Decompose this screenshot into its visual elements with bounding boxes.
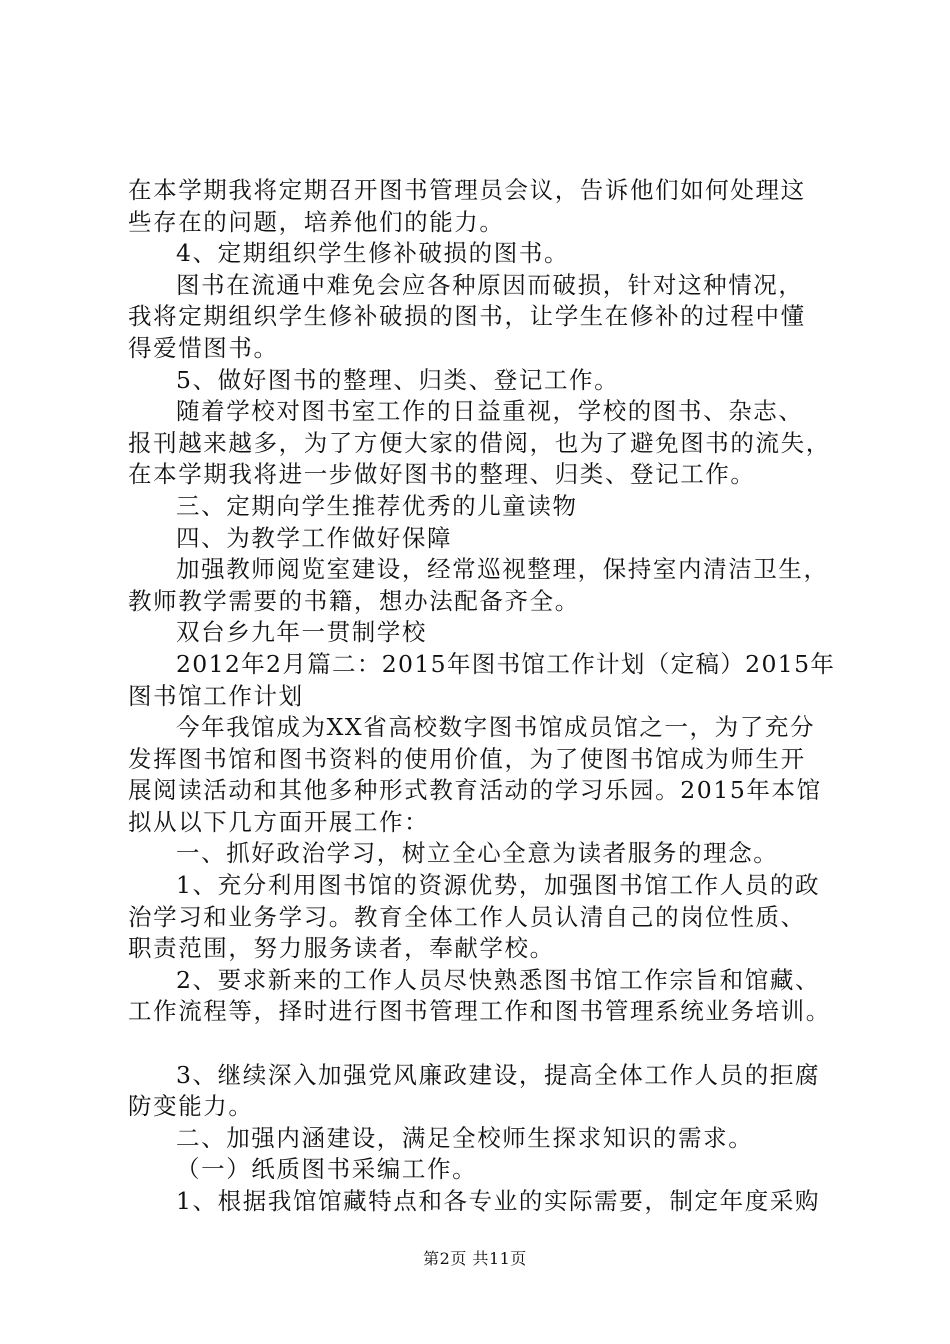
text-line: 4、定期组织学生修补破损的图书。 <box>176 239 570 268</box>
text-line: 在本学期我将进一步做好图书的整理、归类、登记工作。 <box>128 460 756 489</box>
text-line: 治学习和业务学习。教育全体工作人员认清自己的岗位性质、 <box>128 902 806 931</box>
document-body <box>128 175 840 1218</box>
text-line: 5、做好图书的整理、归类、登记工作。 <box>176 365 620 394</box>
text-line: 双台乡九年一贯制学校 <box>176 618 427 647</box>
text-line: 工作流程等，择时进行图书管理工作和图书管理系统业务培训。 <box>128 997 831 1026</box>
text-line: 拟从以下几方面开展工作： <box>128 807 430 836</box>
text-line: 发挥图书馆和图书资料的使用价值，为了使图书馆成为师生开 <box>128 744 806 773</box>
text-line: 在本学期我将定期召开图书管理员会议，告诉他们如何处理这 <box>128 176 806 204</box>
text-line: 图书馆工作计划 <box>128 681 304 710</box>
text-line: 一、抓好政治学习，树立全心全意为读者服务的理念。 <box>176 839 779 868</box>
text-line: 职责范围，努力服务读者，奉献学校。 <box>128 934 555 963</box>
text-line: 防变能力。 <box>128 1092 254 1121</box>
text-line: 得爱惜图书。 <box>128 333 279 362</box>
text-line: 四、为教学工作做好保障 <box>176 523 453 552</box>
text-line: 展阅读活动和其他多种形式教育活动的学习乐园。2015年本馆 <box>128 776 822 805</box>
text-line: 随着学校对图书室工作的日益重视，学校的图书、杂志、 <box>176 397 804 426</box>
text-line: 2012年2月篇二：2015年图书馆工作计划（定稿）2015年 <box>176 649 836 678</box>
text-line: 三、定期向学生推荐优秀的儿童读物 <box>176 491 578 520</box>
blank-line <box>128 1028 840 1060</box>
text-line: 二、加强内涵建设，满足全校师生探求知识的需求。 <box>176 1123 754 1152</box>
text-line: （一）纸质图书采编工作。 <box>176 1155 478 1184</box>
text-line: 我将定期组织学生修补破损的图书，让学生在修补的过程中懂 <box>128 302 806 331</box>
text-line: 图书在流通中难免会应各种原因而破损，针对这种情况， <box>176 270 804 299</box>
text-line: 加强教师阅览室建设，经常巡视整理，保持室内清洁卫生， <box>176 555 829 584</box>
text-line: 今年我馆成为XX省高校数字图书馆成员馆之一，为了充分 <box>176 713 816 742</box>
text-line: 些存在的问题，培养他们的能力。 <box>128 207 505 236</box>
text-line: 报刊越来越多，为了方便大家的借阅，也为了避免图书的流失， <box>128 428 831 457</box>
text-line: 2、要求新来的工作人员尽快熟悉图书馆工作宗旨和馆藏、 <box>176 965 821 994</box>
text-line: 教师教学需要的书籍，想办法配备齐全。 <box>128 586 580 615</box>
text-line: 1、根据我馆馆藏特点和各专业的实际需要，制定年度采购 <box>176 1187 821 1215</box>
page-number-footer: 第2页 共11页 <box>423 1249 527 1268</box>
text-line: 3、继续深入加强党风廉政建设，提高全体工作人员的拒腐 <box>176 1060 821 1089</box>
text-line: 1、充分利用图书馆的资源优势，加强图书馆工作人员的政 <box>176 871 821 900</box>
